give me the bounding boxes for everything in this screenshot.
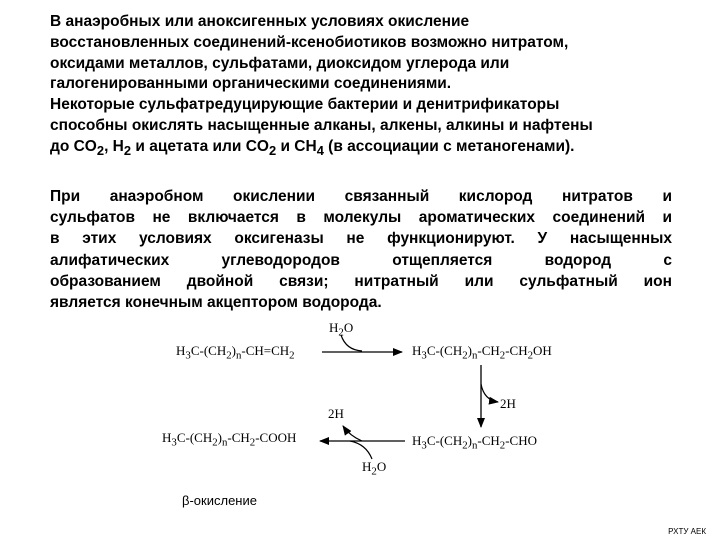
text-line: сульфатов не включается в молекулы ароматических соединений и — [50, 209, 672, 227]
text-line-formulas: до $CO_2$, $H_2$ и ацетата или $CO_2$ и $CH_4$ (в ассоциации с метаногенами). — [50, 137, 575, 158]
arrow-water-in-bottom — [350, 441, 372, 459]
formula-acid: $H_3C-(CH_2)_n-CH_2$-COOH — [162, 430, 297, 449]
text-line: Некоторые сульфатредуцирующие бактерии и денитрификаторы — [50, 96, 560, 114]
text-line: образованием двойной связи; нитратный или сульфатный ион — [50, 272, 672, 290]
arrow-2h-out-left — [343, 426, 362, 441]
label-2h-left: 2H — [328, 406, 344, 421]
formula-aldehyde: $H_3C-(CH_2)_n-CH_2$-CHO — [412, 433, 537, 452]
arrow-water-in — [341, 335, 362, 351]
footer-credit: РХТУ АЕК — [668, 527, 706, 536]
label-water-bottom: $H_2O$ — [362, 459, 387, 478]
text-line: В анаэробных или аноксигенных условиях окисление — [50, 13, 470, 30]
text-line: галогенированными органическими соединениями. — [50, 75, 452, 93]
arrow-2h-out-right — [481, 384, 498, 402]
label-2h-right: 2H — [500, 396, 516, 411]
formula-alkene: $H_3C-(CH_2)_n-CH=CH_2$ — [176, 343, 295, 362]
text-line: в этих условиях оксигеназы не функционируют. У насыщенных — [50, 230, 672, 248]
text-line: При анаэробном окислении связанный кислород нитратов и — [50, 188, 672, 205]
text-line: является конечным акцептором водорода. — [50, 294, 382, 312]
beta-oxidation-caption: β-окисление — [182, 493, 257, 508]
text-line: способны окислять насыщенные алканы, алкены, алкины и нафтены — [50, 116, 593, 134]
text-line: оксидами металлов, сульфатами, диоксидом углерода или — [50, 54, 510, 72]
label-water-top: $H_2O$ — [329, 320, 354, 339]
text-line: алифатических углеводородов отщепляется водород с — [50, 251, 672, 269]
formula-alcohol: $H_3C-(CH_2)_n-CH_2-CH_2OH$ — [412, 343, 552, 362]
text-line: восстановленных соединений-ксенобиотиков возможно нитратом, — [50, 33, 569, 51]
